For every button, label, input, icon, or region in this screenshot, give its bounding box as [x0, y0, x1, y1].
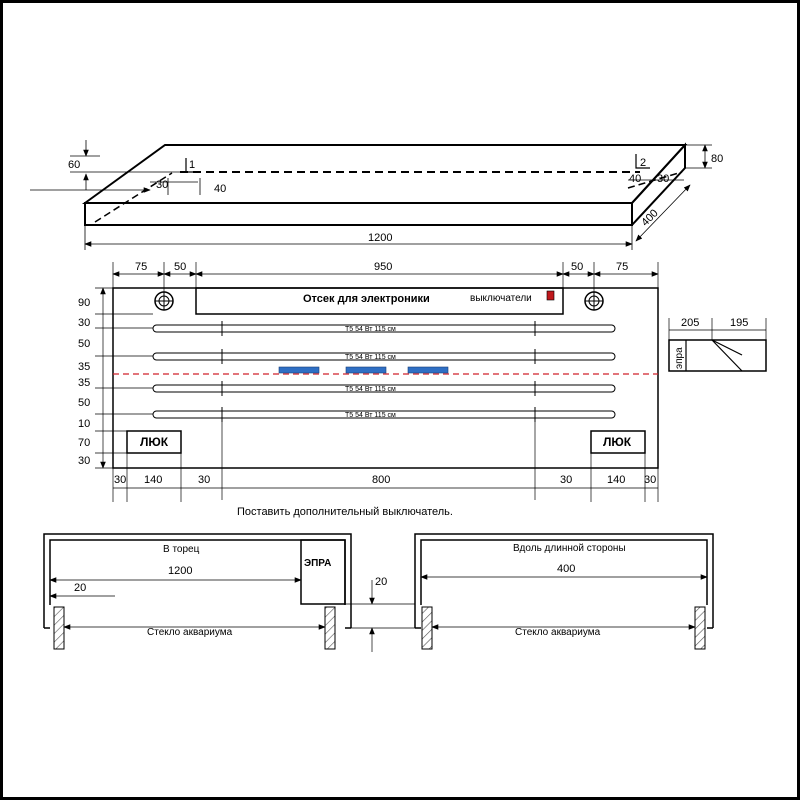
side-dim-b: 195: [730, 317, 749, 329]
dim-right-b: 30: [657, 173, 670, 185]
dim-left-a: 30: [156, 179, 169, 191]
left-dim-label: 30: [78, 455, 91, 467]
hatch-left-label: ЛЮК: [140, 435, 169, 449]
ballast-block: [346, 367, 386, 373]
top-dim-label: 50: [571, 261, 584, 273]
top-dim-label: 75: [616, 261, 629, 273]
note-text: Поставить дополнительный выключатель.: [237, 506, 453, 518]
lamp-tube: [153, 381, 615, 396]
lid-front-face: [85, 203, 632, 225]
ballast-box: [301, 540, 345, 604]
ballast-block: [408, 367, 448, 373]
lamp-label: T5 54 Вт 115 см: [345, 326, 396, 333]
section-end-view: [44, 534, 415, 652]
glass-label-left: Стекло аквариума: [147, 627, 233, 638]
section-right-title: Вдоль длинной стороны: [513, 543, 626, 554]
marker-1-label: 1: [189, 159, 196, 171]
glass-label-right: Стекло аквариума: [515, 627, 601, 638]
side-dim-a: 205: [681, 317, 700, 329]
dim-depth: 400: [639, 207, 661, 229]
lid-outline: [113, 288, 658, 468]
bottom-dim-label: 30: [198, 474, 211, 486]
isometric-view: [30, 140, 723, 250]
bottom-dim-label: 30: [114, 474, 127, 486]
top-dim-label: 50: [174, 261, 187, 273]
glass-left: [422, 607, 432, 649]
switch-indicator: [547, 291, 554, 300]
bottom-dim-label: 140: [607, 474, 626, 486]
dim-right-a: 40: [629, 173, 642, 185]
bottom-dim-label: 800: [372, 474, 391, 486]
left-dim-label: 50: [78, 338, 91, 350]
side-detail-label: эпра: [674, 347, 685, 369]
side-detail: [669, 317, 766, 371]
dim-left-b: 40: [214, 183, 227, 195]
section-side-view: [415, 534, 713, 649]
left-dim-label: 35: [78, 361, 91, 373]
bottom-dim-label: 140: [144, 474, 163, 486]
fan-left: [155, 292, 173, 310]
ballast-box-label: ЭПРА: [304, 558, 332, 569]
left-dim-label: 30: [78, 317, 91, 329]
ballast-block: [279, 367, 319, 373]
dim-height: 80: [711, 153, 724, 165]
section-left-overhang: 20: [74, 582, 87, 594]
top-dim-label: 75: [135, 261, 148, 273]
glass-right: [695, 607, 705, 649]
left-dim-label: 70: [78, 437, 91, 449]
lamp-tube: [153, 349, 615, 364]
left-dim-label: 35: [78, 377, 91, 389]
plan-view: [78, 261, 658, 518]
lamp-label: T5 54 Вт 115 см: [345, 412, 396, 419]
switches-label: выключатели: [470, 293, 532, 304]
glass-right: [325, 607, 335, 649]
hatch-right-label: ЛЮК: [603, 435, 632, 449]
lamp-label: T5 54 Вт 115 см: [345, 386, 396, 393]
lamp-label: T5 54 Вт 115 см: [345, 354, 396, 361]
section-left-title: В торец: [163, 544, 200, 555]
fan-right: [585, 292, 603, 310]
bottom-dim-label: 30: [560, 474, 573, 486]
left-dim-label: 50: [78, 397, 91, 409]
top-dim-label: 950: [374, 261, 393, 273]
lamp-tube: [153, 407, 615, 422]
glass-left: [54, 607, 64, 649]
lamp-tube: [153, 321, 615, 336]
dim-length: 1200: [368, 232, 393, 244]
left-dim-label: 10: [78, 418, 91, 430]
lid-top-face: [85, 145, 685, 203]
section-right-length: 400: [557, 563, 576, 575]
dim-left-height: 60: [68, 159, 81, 171]
section-left-gap: 20: [375, 576, 388, 588]
section-left-length: 1200: [168, 565, 193, 577]
bottom-dim-label: 30: [644, 474, 657, 486]
marker-2-label: 2: [640, 157, 647, 169]
compartment-label: Отсек для электроники: [303, 293, 430, 305]
left-dim-label: 90: [78, 297, 91, 309]
